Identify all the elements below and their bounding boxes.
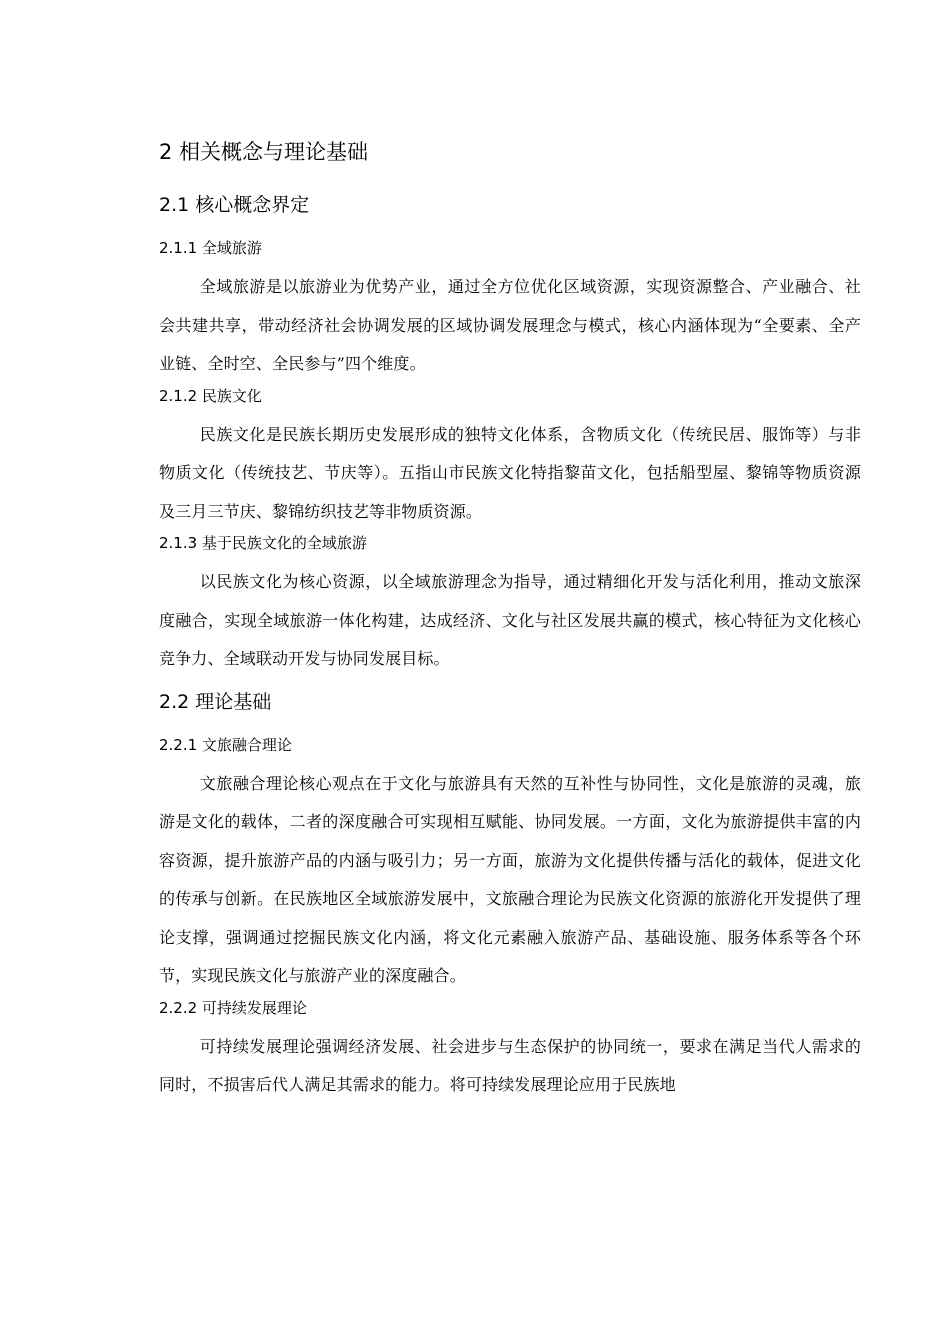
paragraph-2-2-2: 可持续发展理论强调经济发展、社会进步与生态保护的协同统一，要求在满足当代人需求的同时，不损害后代人满足其需求的能力。将可持续发展理论应用于民族地 (159, 1036, 861, 1094)
subsection-title-2-2-1: 2.2.1 文旅融合理论 (159, 735, 292, 754)
document-page (159, 136, 861, 1105)
paragraph-2-1-3: 以民族文化为核心资源，以全域旅游理念为指导，通过精细化开发与活化利用，推动文旅深度融合，实现全域旅游一体化构建，达成经济、文化与社区发展共赢的模式，核心特征为文化核心竞争力、全域联动开发与协同发展目标。 (159, 572, 861, 668)
subsection-title-2-1-2: 2.1.2 民族文化 (159, 386, 262, 405)
section-title-2-2: 2.2 理论基础 (159, 690, 272, 713)
chapter-title: 2 相关概念与理论基础 (159, 140, 369, 164)
paragraph-2-2-1: 文旅融合理论核心观点在于文化与旅游具有天然的互补性与协同性，文化是旅游的灵魂，旅游是文化的载体，二者的深度融合可实现相互赋能、协同发展。一方面，文化为旅游提供丰富的内容资源，提升旅游产品的内涵与吸引力；另一方面，旅游为文化提供传播与活化的载体，促进文化的传承与创新。在民族地区全域旅游发展中，文旅融合理论为民族文化资源的旅游化开发提供了理论支撑，强调通过挖掘民族文化内涵，将文化元素融入旅游产品、基础设施、服务体系等各个环节，实现民族文化与旅游产业的深度融合。 (159, 773, 861, 985)
subsection-title-2-1-3: 2.1.3 基于民族文化的全域旅游 (159, 534, 367, 552)
subsection-title-2-1-1: 2.1.1 全域旅游 (159, 239, 262, 257)
paragraph-2-1-2: 民族文化是民族长期历史发展形成的独特文化体系，含物质文化（传统民居、服饰等）与非物质文化（传统技艺、节庆等）。五指山市民族文化特指黎苗文化，包括船型屋、黎锦等物质资源及三月三节庆、黎锦纺织技艺等非物质资源。 (159, 424, 861, 521)
paragraph-2-1-1: 全域旅游是以旅游业为优势产业，通过全方位优化区域资源，实现资源整合、产业融合、社会共建共享，带动经济社会协调发展的区域协调发展理念与模式，核心内涵体现为“全要素、全产业链、全时空、全民参与”四个维度。 (159, 277, 861, 373)
section-title-2-1: 2.1 核心概念界定 (159, 194, 310, 216)
subsection-title-2-2-2: 2.2.2 可持续发展理论 (159, 998, 307, 1017)
spacer (159, 679, 861, 687)
